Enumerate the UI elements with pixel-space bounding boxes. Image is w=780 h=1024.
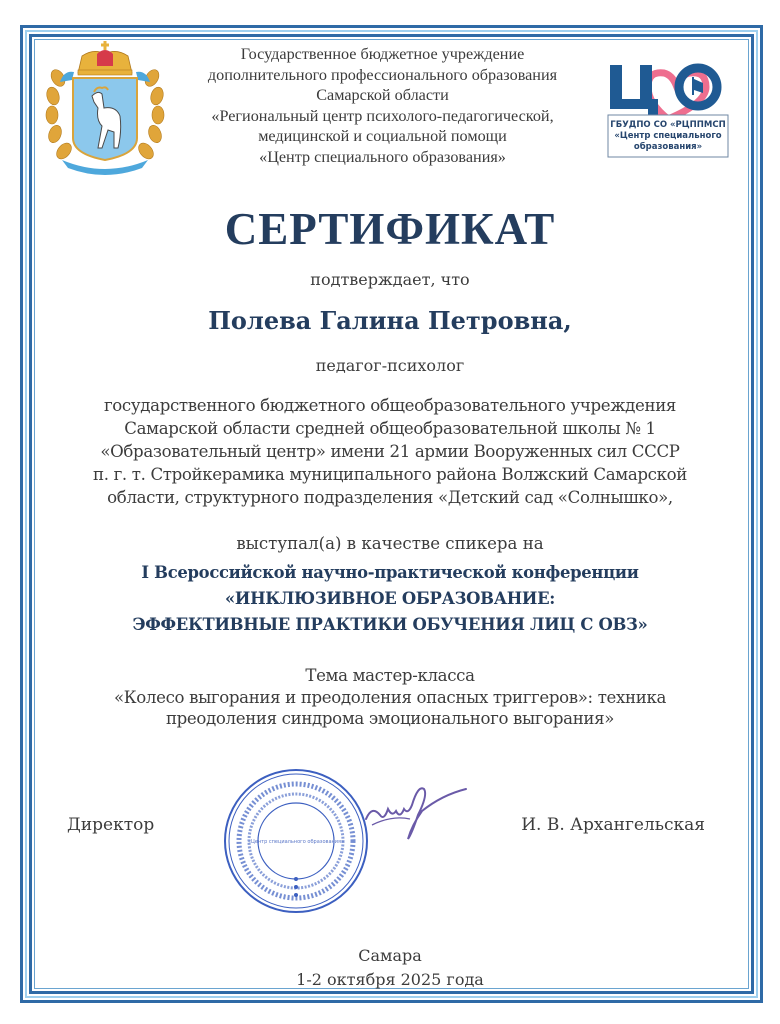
signature-icon [362, 775, 468, 845]
conference-line: I Всероссийской научно-практической конференции [141, 563, 639, 582]
conference-block [30, 560, 750, 638]
header-line: «Региональный центр психолого-педагогической, [211, 106, 554, 125]
organization-line: «Образовательный центр» имени 21 армии Вооруженных сил СССР [100, 442, 680, 461]
recipient-name: Полева Галина Петровна, [208, 306, 572, 335]
header-line: дополнительного профессионального образования [207, 65, 558, 84]
event-date: 1-2 октября 2025 года [296, 970, 484, 989]
organization-line: государственного бюджетного общеобразовательного учреждения [103, 396, 677, 415]
logo-caption-line: «Центр специального [614, 131, 722, 141]
institution-header [180, 44, 585, 167]
city: Самара [358, 946, 422, 965]
header-line: «Центр специального образования» [259, 147, 506, 166]
organization-block [30, 394, 750, 509]
stamp-center-text: «Центр специального образования» [247, 839, 345, 845]
topic-line: Тема мастер-класса [305, 666, 475, 685]
header-line: медицинской и социальной помощи [258, 127, 507, 145]
recipient-position: педагог-психолог [315, 356, 465, 375]
conference-line: «ИНКЛЮЗИВНОЕ ОБРАЗОВАНИЕ: [224, 589, 556, 608]
official-stamp-icon [222, 767, 370, 915]
organization-line: п. г. т. Стройкерамика муниципального района Волжский Самарской [93, 465, 687, 484]
role-text: выступал(а) в качестве спикера на [236, 534, 544, 553]
topic-line: преодоления синдрома эмоционального выгорания» [165, 709, 615, 728]
director-label: Директор [67, 815, 155, 835]
logo-caption-line: ГБУДПО СО «РЦППМСП [610, 120, 726, 130]
director-name: И. В. Архангельская [521, 815, 705, 835]
organization-line: Самарской области средней общеобразовательной школы № 1 [124, 419, 656, 438]
coat-of-arms-icon [42, 40, 168, 176]
topic-line: «Колесо выгорания и преодоления опасных триггеров»: техника [113, 687, 667, 707]
header-line: Государственное бюджетное учреждение [240, 45, 525, 63]
confirms-text: подтверждает, что [310, 270, 470, 289]
header-line: Самарской области [316, 86, 449, 104]
conference-line: ЭФФЕКТИВНЫЕ ПРАКТИКИ ОБУЧЕНИЯ ЛИЦ С ОВЗ» [132, 615, 648, 634]
organization-line: области, структурного подразделения «Детский сад «Солнышко», [107, 488, 673, 507]
cso-logo-icon [604, 57, 732, 159]
logo-caption-line: образования» [633, 142, 703, 152]
certificate-title: СЕРТИФИКАТ [224, 204, 556, 254]
border-line [34, 39, 749, 989]
topic-block [30, 665, 750, 730]
